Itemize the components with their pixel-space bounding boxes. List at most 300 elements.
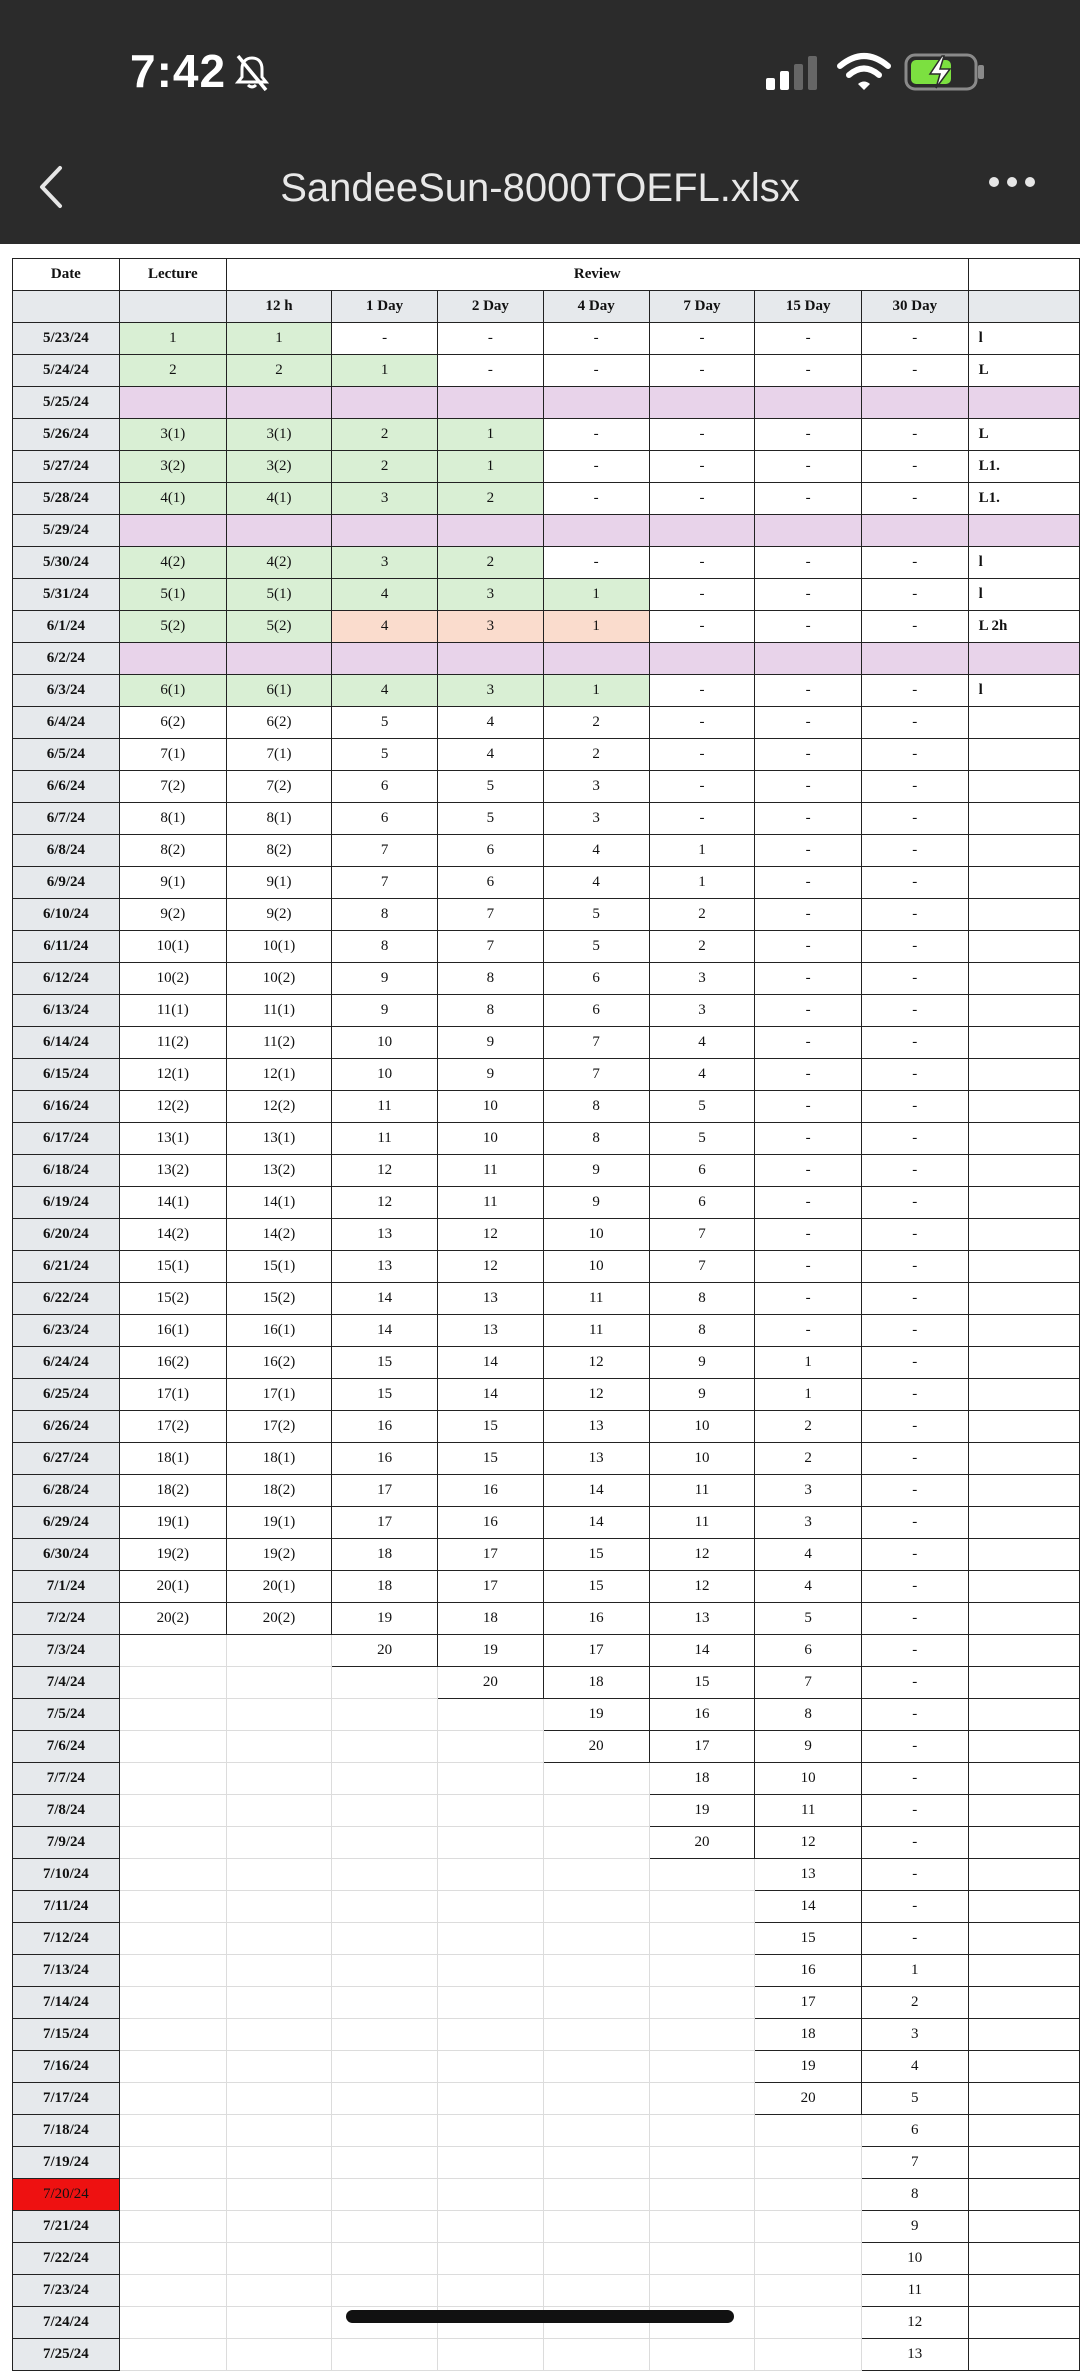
cell-15day[interactable] bbox=[755, 2243, 862, 2275]
cell-12h[interactable]: 18(2) bbox=[226, 1475, 331, 1507]
cell-lecture[interactable] bbox=[119, 1795, 226, 1827]
cell-15day[interactable]: - bbox=[755, 995, 862, 1027]
cell-7day[interactable] bbox=[649, 1859, 755, 1891]
cell-lecture[interactable] bbox=[119, 387, 226, 419]
cell-notes[interactable] bbox=[968, 2019, 1079, 2051]
cell-1day[interactable]: 13 bbox=[332, 1251, 438, 1283]
cell-12h[interactable]: 17(2) bbox=[226, 1411, 331, 1443]
cell-1day[interactable] bbox=[332, 1923, 438, 1955]
cell-1day[interactable] bbox=[332, 1667, 438, 1699]
cell-1day[interactable]: 4 bbox=[332, 675, 438, 707]
cell-4day[interactable]: 9 bbox=[543, 1155, 649, 1187]
cell-7day[interactable] bbox=[649, 643, 755, 675]
cell-12h[interactable] bbox=[226, 2051, 331, 2083]
cell-2day[interactable]: 8 bbox=[437, 995, 543, 1027]
cell-4day[interactable] bbox=[543, 2243, 649, 2275]
cell-notes[interactable] bbox=[968, 2179, 1079, 2211]
cell-12h[interactable] bbox=[226, 2179, 331, 2211]
cell-2day[interactable]: 16 bbox=[437, 1475, 543, 1507]
cell-4day[interactable]: 11 bbox=[543, 1283, 649, 1315]
cell-15day[interactable]: 12 bbox=[755, 1827, 862, 1859]
cell-7day[interactable] bbox=[649, 2083, 755, 2115]
cell-7day[interactable]: 1 bbox=[649, 867, 755, 899]
cell-30day[interactable]: - bbox=[861, 1283, 968, 1315]
cell-2day[interactable]: 14 bbox=[437, 1347, 543, 1379]
cell-notes[interactable] bbox=[968, 2115, 1079, 2147]
cell-12h[interactable] bbox=[226, 1859, 331, 1891]
cell-7day[interactable]: 15 bbox=[649, 1667, 755, 1699]
cell-1day[interactable]: 11 bbox=[332, 1091, 438, 1123]
cell-lecture[interactable]: 6(2) bbox=[119, 707, 226, 739]
row-date-cell[interactable]: 7/12/24 bbox=[13, 1923, 120, 1955]
cell-30day[interactable]: - bbox=[861, 1731, 968, 1763]
cell-notes[interactable]: l bbox=[968, 323, 1079, 355]
cell-15day[interactable]: 7 bbox=[755, 1667, 862, 1699]
cell-2day[interactable] bbox=[437, 1699, 543, 1731]
cell-30day[interactable]: - bbox=[861, 707, 968, 739]
cell-4day[interactable] bbox=[543, 2211, 649, 2243]
cell-30day[interactable]: 9 bbox=[861, 2211, 968, 2243]
cell-2day[interactable] bbox=[437, 2243, 543, 2275]
subheader-empty-date[interactable] bbox=[13, 291, 120, 323]
cell-30day[interactable]: 2 bbox=[861, 1987, 968, 2019]
cell-30day[interactable]: - bbox=[861, 1379, 968, 1411]
cell-15day[interactable] bbox=[755, 515, 862, 547]
cell-notes[interactable] bbox=[968, 2147, 1079, 2179]
cell-12h[interactable]: 1 bbox=[226, 323, 331, 355]
cell-12h[interactable]: 16(2) bbox=[226, 1347, 331, 1379]
row-date-cell[interactable]: 5/30/24 bbox=[13, 547, 120, 579]
cell-15day[interactable]: 13 bbox=[755, 1859, 862, 1891]
cell-30day[interactable]: - bbox=[861, 1155, 968, 1187]
row-date-cell[interactable]: 6/19/24 bbox=[13, 1187, 120, 1219]
cell-4day[interactable]: 8 bbox=[543, 1123, 649, 1155]
cell-30day[interactable]: 11 bbox=[861, 2275, 968, 2307]
cell-notes[interactable] bbox=[968, 387, 1079, 419]
row-date-cell[interactable]: 6/25/24 bbox=[13, 1379, 120, 1411]
cell-4day[interactable]: 13 bbox=[543, 1411, 649, 1443]
cell-notes[interactable] bbox=[968, 1219, 1079, 1251]
cell-1day[interactable]: 14 bbox=[332, 1283, 438, 1315]
cell-lecture[interactable]: 19(1) bbox=[119, 1507, 226, 1539]
cell-notes[interactable] bbox=[968, 1347, 1079, 1379]
cell-lecture[interactable]: 12(2) bbox=[119, 1091, 226, 1123]
cell-notes[interactable] bbox=[968, 1443, 1079, 1475]
cell-lecture[interactable]: 17(2) bbox=[119, 1411, 226, 1443]
cell-2day[interactable]: 13 bbox=[437, 1315, 543, 1347]
cell-15day[interactable] bbox=[755, 2307, 862, 2339]
cell-notes[interactable] bbox=[968, 1635, 1079, 1667]
cell-1day[interactable] bbox=[332, 643, 438, 675]
cell-notes[interactable] bbox=[968, 1699, 1079, 1731]
cell-12h[interactable] bbox=[226, 2211, 331, 2243]
row-date-cell[interactable]: 7/17/24 bbox=[13, 2083, 120, 2115]
cell-12h[interactable] bbox=[226, 2083, 331, 2115]
cell-12h[interactable] bbox=[226, 2147, 331, 2179]
cell-lecture[interactable] bbox=[119, 1763, 226, 1795]
cell-30day[interactable]: - bbox=[861, 1059, 968, 1091]
cell-15day[interactable]: - bbox=[755, 419, 862, 451]
cell-30day[interactable]: - bbox=[861, 995, 968, 1027]
cell-12h[interactable]: 7(2) bbox=[226, 771, 331, 803]
cell-15day[interactable]: 8 bbox=[755, 1699, 862, 1731]
cell-notes[interactable] bbox=[968, 1891, 1079, 1923]
cell-30day[interactable] bbox=[861, 387, 968, 419]
cell-7day[interactable]: 7 bbox=[649, 1219, 755, 1251]
cell-1day[interactable] bbox=[332, 2083, 438, 2115]
cell-30day[interactable]: 5 bbox=[861, 2083, 968, 2115]
cell-notes[interactable] bbox=[968, 1795, 1079, 1827]
cell-1day[interactable] bbox=[332, 1699, 438, 1731]
row-date-cell[interactable]: 6/5/24 bbox=[13, 739, 120, 771]
cell-2day[interactable] bbox=[437, 643, 543, 675]
cell-15day[interactable]: - bbox=[755, 547, 862, 579]
cell-7day[interactable] bbox=[649, 2275, 755, 2307]
cell-4day[interactable] bbox=[543, 2179, 649, 2211]
row-date-cell[interactable]: 6/9/24 bbox=[13, 867, 120, 899]
cell-4day[interactable] bbox=[543, 1827, 649, 1859]
cell-notes[interactable] bbox=[968, 1411, 1079, 1443]
cell-15day[interactable]: 10 bbox=[755, 1763, 862, 1795]
cell-4day[interactable]: 6 bbox=[543, 995, 649, 1027]
cell-lecture[interactable]: 14(2) bbox=[119, 1219, 226, 1251]
subheader-30day[interactable]: 30 Day bbox=[861, 291, 968, 323]
cell-1day[interactable]: 5 bbox=[332, 707, 438, 739]
cell-1day[interactable] bbox=[332, 1827, 438, 1859]
cell-2day[interactable] bbox=[437, 1827, 543, 1859]
cell-7day[interactable]: 20 bbox=[649, 1827, 755, 1859]
cell-4day[interactable] bbox=[543, 1859, 649, 1891]
cell-15day[interactable]: - bbox=[755, 803, 862, 835]
cell-notes[interactable]: l bbox=[968, 547, 1079, 579]
cell-notes[interactable] bbox=[968, 995, 1079, 1027]
cell-15day[interactable] bbox=[755, 2179, 862, 2211]
cell-15day[interactable]: - bbox=[755, 1251, 862, 1283]
cell-4day[interactable]: 5 bbox=[543, 931, 649, 963]
cell-2day[interactable] bbox=[437, 515, 543, 547]
cell-30day[interactable]: - bbox=[861, 1827, 968, 1859]
cell-notes[interactable] bbox=[968, 2083, 1079, 2115]
cell-1day[interactable]: 12 bbox=[332, 1187, 438, 1219]
cell-15day[interactable]: - bbox=[755, 707, 862, 739]
cell-30day[interactable]: - bbox=[861, 739, 968, 771]
cell-4day[interactable]: 4 bbox=[543, 867, 649, 899]
cell-7day[interactable]: - bbox=[649, 803, 755, 835]
cell-4day[interactable]: 7 bbox=[543, 1059, 649, 1091]
cell-7day[interactable]: - bbox=[649, 675, 755, 707]
cell-7day[interactable] bbox=[649, 2115, 755, 2147]
cell-2day[interactable]: 6 bbox=[437, 835, 543, 867]
cell-12h[interactable]: 11(1) bbox=[226, 995, 331, 1027]
cell-15day[interactable]: - bbox=[755, 611, 862, 643]
cell-15day[interactable]: 9 bbox=[755, 1731, 862, 1763]
row-date-cell[interactable]: 6/30/24 bbox=[13, 1539, 120, 1571]
cell-30day[interactable]: - bbox=[861, 1891, 968, 1923]
cell-15day[interactable]: - bbox=[755, 1283, 862, 1315]
cell-1day[interactable]: 9 bbox=[332, 995, 438, 1027]
row-date-cell[interactable]: 6/23/24 bbox=[13, 1315, 120, 1347]
cell-4day[interactable]: 6 bbox=[543, 963, 649, 995]
cell-12h[interactable] bbox=[226, 1635, 331, 1667]
cell-7day[interactable]: 4 bbox=[649, 1027, 755, 1059]
cell-4day[interactable]: 18 bbox=[543, 1667, 649, 1699]
row-date-cell[interactable]: 7/19/24 bbox=[13, 2147, 120, 2179]
cell-1day[interactable] bbox=[332, 2275, 438, 2307]
cell-7day[interactable] bbox=[649, 2339, 755, 2371]
cell-15day[interactable] bbox=[755, 2275, 862, 2307]
cell-7day[interactable]: 1 bbox=[649, 835, 755, 867]
cell-notes[interactable] bbox=[968, 2339, 1079, 2371]
cell-30day[interactable]: 6 bbox=[861, 2115, 968, 2147]
cell-2day[interactable]: 10 bbox=[437, 1091, 543, 1123]
cell-12h[interactable]: 12(2) bbox=[226, 1091, 331, 1123]
cell-15day[interactable]: 3 bbox=[755, 1507, 862, 1539]
row-date-cell[interactable]: 6/10/24 bbox=[13, 899, 120, 931]
cell-15day[interactable]: - bbox=[755, 579, 862, 611]
cell-30day[interactable]: - bbox=[861, 1859, 968, 1891]
cell-4day[interactable]: - bbox=[543, 547, 649, 579]
cell-15day[interactable] bbox=[755, 2115, 862, 2147]
cell-12h[interactable] bbox=[226, 515, 331, 547]
cell-notes[interactable] bbox=[968, 899, 1079, 931]
cell-15day[interactable]: - bbox=[755, 931, 862, 963]
row-date-cell[interactable]: 5/26/24 bbox=[13, 419, 120, 451]
row-date-cell[interactable]: 6/6/24 bbox=[13, 771, 120, 803]
cell-1day[interactable] bbox=[332, 1859, 438, 1891]
cell-15day[interactable]: 18 bbox=[755, 2019, 862, 2051]
cell-lecture[interactable] bbox=[119, 2211, 226, 2243]
cell-lecture[interactable]: 5(2) bbox=[119, 611, 226, 643]
cell-30day[interactable] bbox=[861, 643, 968, 675]
cell-4day[interactable] bbox=[543, 1891, 649, 1923]
cell-1day[interactable]: 15 bbox=[332, 1347, 438, 1379]
cell-7day[interactable] bbox=[649, 2147, 755, 2179]
cell-15day[interactable]: - bbox=[755, 1059, 862, 1091]
cell-lecture[interactable] bbox=[119, 2019, 226, 2051]
cell-4day[interactable] bbox=[543, 2339, 649, 2371]
row-date-cell[interactable]: 7/20/24 bbox=[13, 2179, 120, 2211]
cell-12h[interactable]: 8(2) bbox=[226, 835, 331, 867]
cell-12h[interactable]: 4(1) bbox=[226, 483, 331, 515]
cell-12h[interactable] bbox=[226, 1699, 331, 1731]
cell-4day[interactable]: 11 bbox=[543, 1315, 649, 1347]
cell-1day[interactable] bbox=[332, 1891, 438, 1923]
row-date-cell[interactable]: 6/26/24 bbox=[13, 1411, 120, 1443]
cell-7day[interactable]: 12 bbox=[649, 1539, 755, 1571]
cell-30day[interactable]: - bbox=[861, 419, 968, 451]
cell-lecture[interactable]: 11(2) bbox=[119, 1027, 226, 1059]
cell-lecture[interactable] bbox=[119, 2339, 226, 2371]
cell-15day[interactable]: 1 bbox=[755, 1347, 862, 1379]
cell-notes[interactable]: L 2h bbox=[968, 611, 1079, 643]
cell-notes[interactable] bbox=[968, 1315, 1079, 1347]
cell-15day[interactable]: - bbox=[755, 963, 862, 995]
row-date-cell[interactable]: 7/21/24 bbox=[13, 2211, 120, 2243]
cell-30day[interactable]: - bbox=[861, 1315, 968, 1347]
cell-lecture[interactable] bbox=[119, 1699, 226, 1731]
cell-2day[interactable] bbox=[437, 387, 543, 419]
cell-30day[interactable]: - bbox=[861, 1763, 968, 1795]
cell-12h[interactable] bbox=[226, 2115, 331, 2147]
cell-lecture[interactable]: 4(2) bbox=[119, 547, 226, 579]
cell-2day[interactable]: 2 bbox=[437, 547, 543, 579]
row-date-cell[interactable]: 7/2/24 bbox=[13, 1603, 120, 1635]
cell-1day[interactable] bbox=[332, 1795, 438, 1827]
cell-2day[interactable]: 11 bbox=[437, 1155, 543, 1187]
cell-15day[interactable]: 3 bbox=[755, 1475, 862, 1507]
cell-2day[interactable]: 14 bbox=[437, 1379, 543, 1411]
cell-2day[interactable] bbox=[437, 2115, 543, 2147]
cell-lecture[interactable] bbox=[119, 2115, 226, 2147]
cell-4day[interactable] bbox=[543, 1763, 649, 1795]
cell-7day[interactable]: 13 bbox=[649, 1603, 755, 1635]
cell-7day[interactable]: 11 bbox=[649, 1475, 755, 1507]
cell-lecture[interactable] bbox=[119, 2307, 226, 2339]
cell-7day[interactable] bbox=[649, 1955, 755, 1987]
cell-4day[interactable] bbox=[543, 1987, 649, 2019]
row-date-cell[interactable]: 7/9/24 bbox=[13, 1827, 120, 1859]
row-date-cell[interactable]: 6/29/24 bbox=[13, 1507, 120, 1539]
row-date-cell[interactable]: 5/25/24 bbox=[13, 387, 120, 419]
cell-2day[interactable] bbox=[437, 1859, 543, 1891]
cell-2day[interactable]: - bbox=[437, 323, 543, 355]
cell-lecture[interactable] bbox=[119, 1635, 226, 1667]
cell-notes[interactable] bbox=[968, 1251, 1079, 1283]
cell-12h[interactable]: 5(1) bbox=[226, 579, 331, 611]
cell-lecture[interactable]: 15(1) bbox=[119, 1251, 226, 1283]
cell-1day[interactable] bbox=[332, 2115, 438, 2147]
cell-12h[interactable] bbox=[226, 2019, 331, 2051]
cell-2day[interactable]: 2 bbox=[437, 483, 543, 515]
cell-12h[interactable] bbox=[226, 1827, 331, 1859]
cell-notes[interactable] bbox=[968, 1091, 1079, 1123]
cell-2day[interactable] bbox=[437, 1987, 543, 2019]
cell-lecture[interactable]: 15(2) bbox=[119, 1283, 226, 1315]
cell-2day[interactable]: 4 bbox=[437, 707, 543, 739]
cell-lecture[interactable]: 2 bbox=[119, 355, 226, 387]
header-lecture[interactable]: Lecture bbox=[119, 259, 226, 291]
cell-notes[interactable] bbox=[968, 1027, 1079, 1059]
cell-lecture[interactable]: 16(2) bbox=[119, 1347, 226, 1379]
cell-lecture[interactable] bbox=[119, 2083, 226, 2115]
row-date-cell[interactable]: 6/12/24 bbox=[13, 963, 120, 995]
subheader-12h[interactable]: 12 h bbox=[226, 291, 331, 323]
cell-15day[interactable]: - bbox=[755, 1219, 862, 1251]
cell-2day[interactable]: 9 bbox=[437, 1027, 543, 1059]
cell-30day[interactable]: - bbox=[861, 451, 968, 483]
cell-30day[interactable]: - bbox=[861, 579, 968, 611]
cell-7day[interactable] bbox=[649, 2019, 755, 2051]
cell-30day[interactable]: - bbox=[861, 1411, 968, 1443]
cell-30day[interactable]: - bbox=[861, 1091, 968, 1123]
cell-1day[interactable]: 17 bbox=[332, 1475, 438, 1507]
cell-30day[interactable]: - bbox=[861, 1699, 968, 1731]
cell-12h[interactable] bbox=[226, 1667, 331, 1699]
cell-15day[interactable] bbox=[755, 2147, 862, 2179]
cell-4day[interactable]: 1 bbox=[543, 611, 649, 643]
cell-1day[interactable] bbox=[332, 1763, 438, 1795]
cell-notes[interactable] bbox=[968, 1603, 1079, 1635]
cell-7day[interactable] bbox=[649, 2243, 755, 2275]
cell-7day[interactable] bbox=[649, 1923, 755, 1955]
cell-12h[interactable] bbox=[226, 2275, 331, 2307]
cell-15day[interactable]: - bbox=[755, 323, 862, 355]
row-date-cell[interactable]: 6/11/24 bbox=[13, 931, 120, 963]
cell-1day[interactable]: 8 bbox=[332, 899, 438, 931]
cell-lecture[interactable] bbox=[119, 2275, 226, 2307]
cell-2day[interactable] bbox=[437, 1763, 543, 1795]
cell-1day[interactable]: 3 bbox=[332, 547, 438, 579]
cell-30day[interactable]: - bbox=[861, 1219, 968, 1251]
cell-12h[interactable]: 7(1) bbox=[226, 739, 331, 771]
cell-notes[interactable] bbox=[968, 835, 1079, 867]
row-date-cell[interactable]: 7/11/24 bbox=[13, 1891, 120, 1923]
cell-notes[interactable] bbox=[968, 1283, 1079, 1315]
cell-12h[interactable]: 18(1) bbox=[226, 1443, 331, 1475]
cell-1day[interactable]: 6 bbox=[332, 803, 438, 835]
row-date-cell[interactable]: 7/1/24 bbox=[13, 1571, 120, 1603]
cell-1day[interactable]: 20 bbox=[332, 1635, 438, 1667]
cell-12h[interactable] bbox=[226, 1923, 331, 1955]
cell-notes[interactable] bbox=[968, 1923, 1079, 1955]
cell-12h[interactable]: 13(2) bbox=[226, 1155, 331, 1187]
cell-7day[interactable]: 19 bbox=[649, 1795, 755, 1827]
cell-1day[interactable]: 1 bbox=[332, 355, 438, 387]
row-date-cell[interactable]: 6/4/24 bbox=[13, 707, 120, 739]
cell-15day[interactable]: 16 bbox=[755, 1955, 862, 1987]
cell-lecture[interactable] bbox=[119, 1955, 226, 1987]
cell-12h[interactable]: 13(1) bbox=[226, 1123, 331, 1155]
row-date-cell[interactable]: 6/3/24 bbox=[13, 675, 120, 707]
cell-30day[interactable]: 3 bbox=[861, 2019, 968, 2051]
cell-15day[interactable]: - bbox=[755, 1123, 862, 1155]
cell-7day[interactable] bbox=[649, 515, 755, 547]
row-date-cell[interactable]: 7/6/24 bbox=[13, 1731, 120, 1763]
cell-1day[interactable] bbox=[332, 2179, 438, 2211]
cell-2day[interactable]: 8 bbox=[437, 963, 543, 995]
cell-12h[interactable] bbox=[226, 1955, 331, 1987]
cell-15day[interactable]: - bbox=[755, 835, 862, 867]
cell-1day[interactable] bbox=[332, 2147, 438, 2179]
cell-4day[interactable]: - bbox=[543, 419, 649, 451]
row-date-cell[interactable]: 7/10/24 bbox=[13, 1859, 120, 1891]
cell-15day[interactable]: 17 bbox=[755, 1987, 862, 2019]
cell-lecture[interactable]: 5(1) bbox=[119, 579, 226, 611]
cell-7day[interactable]: 2 bbox=[649, 931, 755, 963]
cell-4day[interactable] bbox=[543, 643, 649, 675]
cell-lecture[interactable]: 17(1) bbox=[119, 1379, 226, 1411]
cell-1day[interactable]: 18 bbox=[332, 1571, 438, 1603]
row-date-cell[interactable]: 6/24/24 bbox=[13, 1347, 120, 1379]
cell-12h[interactable]: 20(1) bbox=[226, 1571, 331, 1603]
cell-4day[interactable]: 12 bbox=[543, 1379, 649, 1411]
cell-2day[interactable]: 7 bbox=[437, 899, 543, 931]
cell-12h[interactable]: 4(2) bbox=[226, 547, 331, 579]
cell-4day[interactable]: 2 bbox=[543, 739, 649, 771]
cell-30day[interactable]: 10 bbox=[861, 2243, 968, 2275]
cell-12h[interactable]: 12(1) bbox=[226, 1059, 331, 1091]
cell-30day[interactable]: - bbox=[861, 355, 968, 387]
row-date-cell[interactable]: 6/28/24 bbox=[13, 1475, 120, 1507]
cell-15day[interactable] bbox=[755, 643, 862, 675]
cell-notes[interactable] bbox=[968, 1955, 1079, 1987]
cell-2day[interactable]: 18 bbox=[437, 1603, 543, 1635]
cell-7day[interactable]: 5 bbox=[649, 1091, 755, 1123]
row-date-cell[interactable]: 6/7/24 bbox=[13, 803, 120, 835]
cell-7day[interactable]: - bbox=[649, 355, 755, 387]
cell-12h[interactable]: 20(2) bbox=[226, 1603, 331, 1635]
cell-1day[interactable]: 17 bbox=[332, 1507, 438, 1539]
